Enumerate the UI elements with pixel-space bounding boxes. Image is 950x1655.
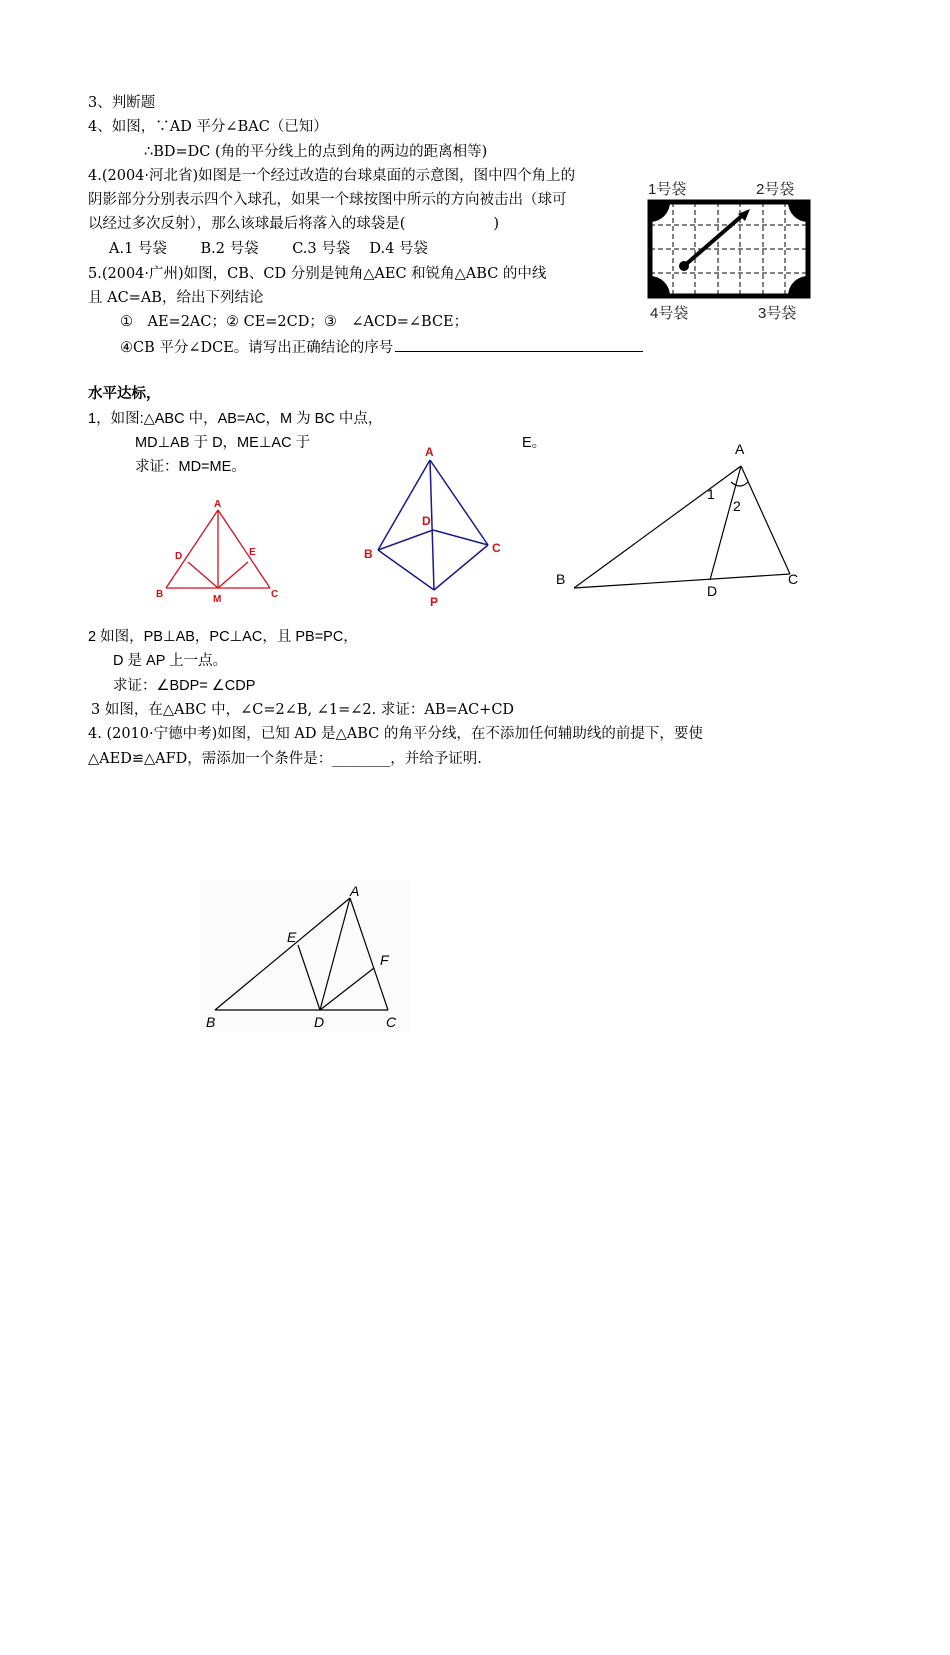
line-q5-text-1: 5.(2004·广州)如图，CB、CD 分别是钝角△AEC 和锐角△ABC 的中线	[88, 266, 547, 282]
line-q4b-options: A.1 号袋 B.2 号袋 C.3 号袋 D.4 号袋	[109, 241, 428, 257]
label-e: E	[249, 547, 256, 558]
line-p2-c: 求证：∠BDP= ∠CDP	[113, 678, 256, 694]
side-ab	[574, 466, 741, 588]
label-a: A	[735, 441, 745, 457]
label-a: A	[425, 445, 434, 459]
line-judgement-title: 3、判断题	[88, 95, 156, 111]
figure-background	[200, 880, 410, 1032]
label-c: C	[386, 1014, 397, 1030]
line-q5-ask	[120, 337, 643, 358]
angle-arc	[731, 482, 748, 486]
pocket-2-label: 2号袋	[756, 181, 795, 198]
line-p1-c: E。	[522, 435, 547, 451]
segment-ab	[378, 460, 430, 550]
label-b: B	[156, 589, 164, 600]
q5-ask-text: ④CB 平分∠DCE。请写出正确结论的序号	[120, 340, 394, 356]
line-p3: 3 如图，在△ABC 中，∠C=2∠B, ∠1=∠2. 求证：AB=AC+CD	[91, 702, 515, 718]
line-p4-a: 4. (2010·宁德中考)如图，已知 AD 是△ABC 的角平分线，在不添加任何辅助线的前提下，要使	[88, 726, 703, 742]
side-ac	[218, 510, 270, 588]
line-q4-conclusion: ∴BD=DC (角的平分线上的点到角的两边的距离相等)	[144, 144, 488, 160]
line-p2-b: D 是 AP 上一点。	[113, 653, 228, 669]
side-ab	[166, 510, 218, 588]
line-q4b-text-1: 4.(2004·河北省)如图是一个经过改造的台球桌面的示意图，图中四个角上的	[88, 168, 576, 184]
line-p2-a: 2 如图，PB⊥AB，PC⊥AC，且 PB=PC，	[88, 629, 358, 645]
line-q4b-text-3	[88, 214, 499, 234]
label-b: B	[364, 547, 373, 561]
section-heading: 水平达标，	[88, 386, 161, 402]
label-d: D	[175, 551, 183, 562]
segment-bp	[378, 550, 434, 590]
pocket-3-label: 3号袋	[758, 305, 797, 322]
label-d: D	[422, 514, 431, 528]
q4b-close-paren: )	[493, 216, 500, 232]
label-c: C	[788, 571, 799, 587]
pocket-4-label: 4号袋	[650, 305, 689, 322]
bisector-ad	[710, 466, 741, 580]
side-bc	[574, 574, 790, 588]
segment-cp	[434, 545, 488, 590]
line-p1-d: 求证：MD=ME。	[135, 459, 246, 475]
line-p4-b: △AED≌△AFD，需添加一个条件是：________，并给予证明.	[88, 751, 482, 767]
line-q5-conclusions: ① AE=2AC；② CE=2CD；③ ∠ACD=∠BCE；	[120, 314, 469, 330]
label-a: A	[214, 499, 222, 510]
line-q4b-text-2: 阴影部分分别表示四个入球孔，如果一个球按图中所示的方向被击出（球可	[88, 192, 567, 208]
table-border	[650, 202, 808, 296]
line-q5-text-2: 且 AC=AB，给出下列结论	[88, 290, 264, 306]
label-a: A	[350, 883, 360, 899]
side-ac	[741, 466, 790, 574]
line-p1-b: MD⊥AB 于 D，ME⊥AC 于	[135, 435, 311, 451]
label-m: M	[213, 594, 222, 605]
label-f: F	[380, 952, 389, 968]
line-q4-given: 4、如图，∵AD 平分∠BAC（已知）	[88, 119, 328, 135]
segment-md	[188, 562, 218, 588]
label-e: E	[287, 929, 297, 945]
label-b: B	[556, 571, 566, 587]
label-d: D	[314, 1014, 325, 1030]
label-angle-2: 2	[733, 498, 741, 514]
label-b: B	[206, 1014, 216, 1030]
q4b-question: 以经过多次反射），那么该球最后将落入的球袋是(	[88, 216, 406, 232]
ball	[679, 261, 689, 271]
label-angle-1: 1	[707, 486, 715, 502]
triangle-abc-midpoint-figure	[150, 494, 290, 606]
label-p: P	[430, 595, 439, 609]
segment-bd	[378, 530, 433, 550]
line-p1-a: 1，如图:△ABC 中，AB=AC，M 为 BC 中点，	[88, 411, 383, 427]
angle-bisector-figure	[550, 436, 820, 604]
label-c: C	[492, 541, 501, 555]
kite-figure	[356, 440, 516, 616]
pocket-1-label: 1号袋	[648, 181, 687, 198]
label-c: C	[271, 589, 279, 600]
segment-me	[218, 562, 248, 588]
label-d: D	[707, 583, 718, 599]
billiard-table-figure	[646, 176, 814, 324]
aed-afd-figure	[200, 880, 410, 1032]
q5-answer-blank	[395, 337, 643, 352]
